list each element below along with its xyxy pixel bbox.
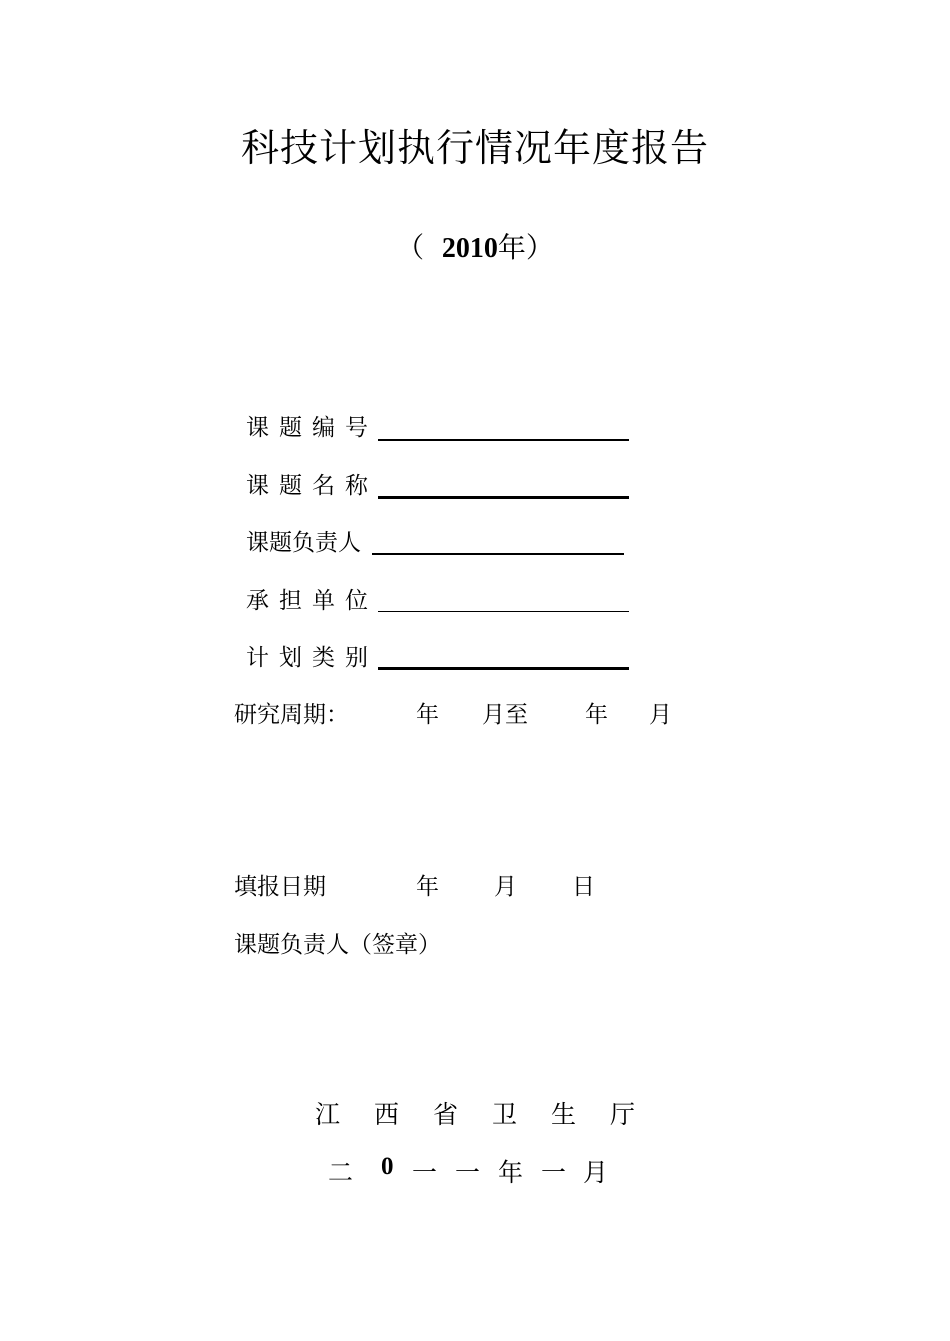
fill-date-label: 填报日期 <box>234 874 326 900</box>
field-label-project-name: 课题名称 <box>246 473 378 499</box>
issue-date-char-1: 二 <box>328 1158 354 1187</box>
page-title: 科技计划执行情况年度报告 <box>240 126 709 170</box>
field-line-project-name[interactable] <box>378 496 629 499</box>
report-year <box>0 226 950 266</box>
fill-date-month: 月 <box>494 874 517 900</box>
field-label-plan-category: 计划类别 <box>246 645 378 671</box>
research-period-year-2: 年 <box>585 702 608 728</box>
signature-label: 课题负责人（签章） <box>234 932 441 958</box>
issue-date-char-6: 一 <box>541 1158 567 1187</box>
issue-date-char-3: 一 <box>412 1158 438 1187</box>
issue-date-char-5: 年 <box>498 1158 524 1187</box>
field-line-project-leader[interactable] <box>372 553 624 555</box>
field-line-undertaking-unit[interactable] <box>378 611 629 612</box>
field-label-project-leader: 课题负责人 <box>246 530 361 556</box>
fill-date-day: 日 <box>572 874 595 900</box>
field-line-plan-category[interactable] <box>378 667 629 670</box>
paren-open: （ <box>396 231 425 264</box>
research-period-month-to: 月至 <box>482 702 528 728</box>
field-label-undertaking-unit: 承担单位 <box>246 588 378 614</box>
issue-date-char-2: 0 <box>381 1153 394 1180</box>
issue-date-char-4: 一 <box>455 1158 481 1187</box>
research-period-label: 研究周期： <box>234 702 349 728</box>
fill-date-year: 年 <box>416 874 439 900</box>
issuing-organization: 江西省卫生厅 <box>314 1100 669 1129</box>
field-label-project-number: 课题编号 <box>246 415 378 441</box>
research-period-month-2: 月 <box>649 702 672 728</box>
year-suffix: 年） <box>497 231 554 264</box>
field-line-project-number[interactable] <box>378 439 629 441</box>
research-period-year-1: 年 <box>416 702 439 728</box>
issue-date-char-7: 月 <box>583 1158 609 1187</box>
year-value: 2010 <box>441 233 498 264</box>
